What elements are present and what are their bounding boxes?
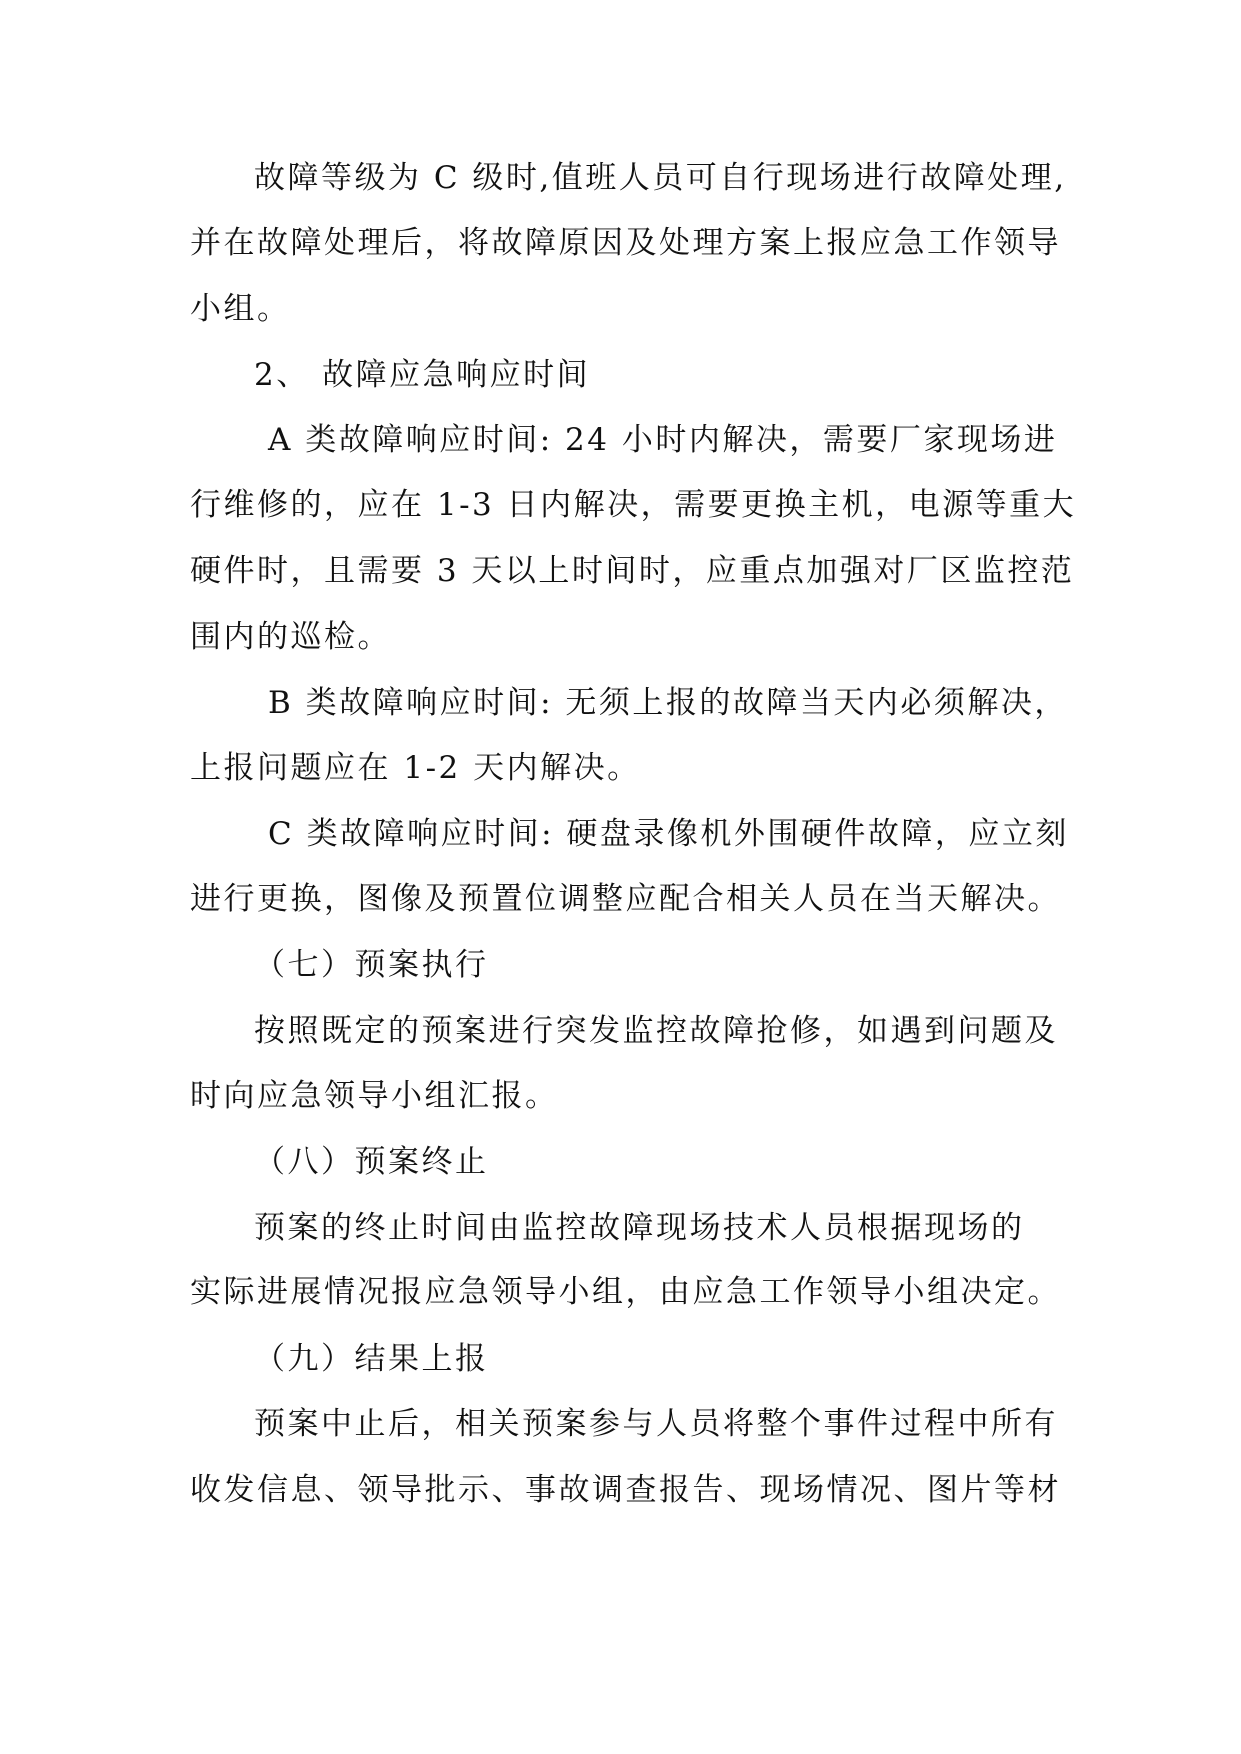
paragraph-line: 按照既定的预案进行突发监控故障抢修，如遇到问题及 <box>254 1013 1058 1049</box>
paragraph-line: 故障等级为 C 级时,值班人员可自行现场进行故障处理, <box>254 160 1067 196</box>
paragraph-line: 时向应急领导小组汇报。 <box>190 1078 559 1114</box>
paragraph-line: 上报问题应在 1-2 天内解决。 <box>190 750 641 786</box>
section-heading: （七）预案执行 <box>254 947 489 983</box>
paragraph-line: 进行更换，图像及预置位调整应配合相关人员在当天解决。 <box>190 881 1061 917</box>
paragraph-line: 收发信息、领导批示、事故调查报告、现场情况、图片等材 <box>190 1472 1061 1508</box>
section-heading: （九）结果上报 <box>254 1341 489 1377</box>
paragraph-line: B 类故障响应时间: 无须上报的故障当天内必须解决， <box>268 685 1068 721</box>
section-heading: 2、 故障应急响应时间 <box>254 357 591 393</box>
paragraph-line: A 类故障响应时间: 24 小时内解决，需要厂家现场进 <box>268 422 1058 458</box>
paragraph-line: 预案的终止时间由监控故障现场技术人员根据现场的 <box>254 1210 1025 1246</box>
paragraph-line: 并在故障处理后，将故障原因及处理方案上报应急工作领导 <box>190 225 1061 261</box>
paragraph-line: 围内的巡检。 <box>190 619 391 655</box>
paragraph-line: 行维修的，应在 1-3 日内解决，需要更换主机，电源等重大 <box>190 487 1077 523</box>
paragraph-line: 小组。 <box>190 291 291 327</box>
section-heading: （八）预案终止 <box>254 1144 489 1180</box>
paragraph-line: 实际进展情况报应急领导小组，由应急工作领导小组决定。 <box>190 1274 1061 1310</box>
paragraph-line: 预案中止后，相关预案参与人员将整个事件过程中所有 <box>254 1406 1058 1442</box>
paragraph-line: C 类故障响应时间: 硬盘录像机外围硬件故障，应立刻 <box>268 816 1069 852</box>
paragraph-line: 硬件时，且需要 3 天以上时间时，应重点加强对厂区监控范 <box>190 553 1075 589</box>
